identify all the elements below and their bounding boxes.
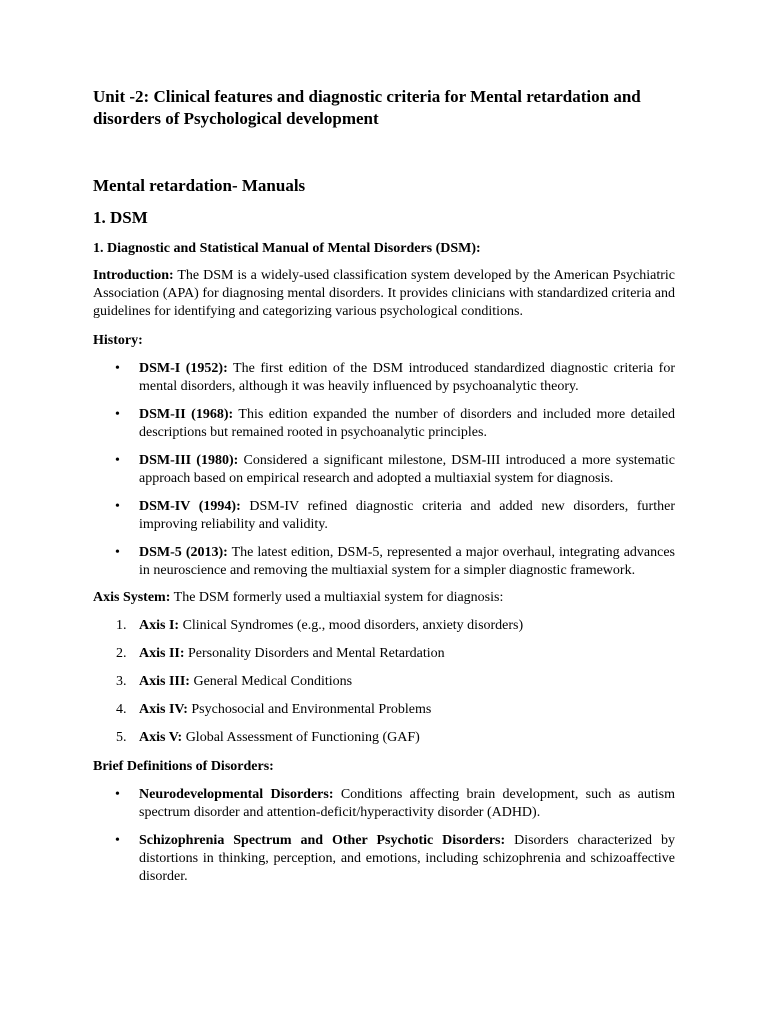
list-item	[93, 617, 675, 635]
history-list	[93, 360, 675, 580]
definition-item-text: Conditions affecting brain development, such as autism spectrum disorder and attention-deficit/hyperactivity disorder (ADHD).	[139, 787, 675, 820]
list-item	[93, 544, 675, 580]
axis-item-text: Global Assessment of Functioning (GAF)	[182, 730, 420, 745]
axis-item-text: Psychosocial and Environmental Problems	[187, 702, 432, 717]
introduction-paragraph	[93, 267, 675, 321]
bullet-icon: •	[115, 453, 120, 468]
history-item-label: DSM-I (1952):	[139, 361, 228, 376]
bullet-icon: •	[115, 787, 120, 802]
dsm-heading: 1. Diagnostic and Statistical Manual of Mental Disorders (DSM):	[93, 241, 481, 256]
history-item-text: DSM-IV refined diagnostic criteria and added new disorders, further improving reliability and validity.	[139, 499, 675, 532]
list-item	[93, 673, 675, 691]
section-title: Mental retardation- Manuals	[93, 176, 306, 195]
definition-item-text: Disorders characterized by distortions in thinking, perception, and emotions, including schizophrenia and schizoaffective disorder.	[139, 833, 675, 884]
history-item-text: The first edition of the DSM introduced standardized diagnostic criteria for mental disorders, although it was heavily influenced by psychoanalytic theory.	[139, 361, 675, 394]
history-item-label: DSM-III (1980):	[139, 453, 239, 468]
unit-title: Unit -2: Clinical features and diagnostic criteria for Mental retardation and disorders of Psychological development	[93, 87, 641, 128]
list-item	[93, 360, 675, 396]
definition-item-label: Schizophrenia Spectrum and Other Psychotic Disorders:	[139, 833, 506, 848]
list-number: 1.	[116, 618, 127, 633]
axis-list	[93, 617, 675, 747]
list-item	[93, 701, 675, 719]
list-item	[93, 452, 675, 488]
history-item-label: DSM-5 (2013):	[139, 545, 228, 560]
history-item-text: The latest edition, DSM-5, represented a major overhaul, integrating advances in neuroscience and removing the multiaxial system for a simpler diagnostic framework.	[139, 545, 676, 578]
axis-system-paragraph	[93, 589, 675, 607]
axis-item-label: Axis II:	[139, 646, 185, 661]
axis-item-label: Axis III:	[139, 674, 190, 689]
axis-item-text: Clinical Syndromes (e.g., mood disorders, anxiety disorders)	[179, 618, 524, 633]
list-number: 5.	[116, 730, 127, 745]
axis-system-text: The DSM formerly used a multiaxial system for diagnosis:	[170, 590, 504, 605]
history-heading: History:	[93, 333, 143, 348]
definitions-heading: Brief Definitions of Disorders:	[93, 759, 274, 774]
list-item	[93, 406, 675, 442]
axis-item-label: Axis I:	[139, 618, 180, 633]
axis-item-label: Axis V:	[139, 730, 183, 745]
list-number: 3.	[116, 674, 127, 689]
list-number: 4.	[116, 702, 127, 717]
bullet-icon: •	[115, 407, 120, 422]
list-item	[93, 786, 675, 822]
bullet-icon: •	[115, 499, 120, 514]
history-item-label: DSM-IV (1994):	[139, 499, 241, 514]
list-item	[93, 498, 675, 534]
bullet-icon: •	[115, 545, 120, 560]
definitions-list	[93, 786, 675, 886]
axis-item-text: Personality Disorders and Mental Retardation	[184, 646, 445, 661]
introduction-text: The DSM is a widely-used classification system developed by the American Psychiatric Association (APA) for diagnosing mental disorders. It provides clinicians with standardized criteria and guidelines for identifying and categorizing various psychological conditions.	[93, 268, 675, 319]
history-item-label: DSM-II (1968):	[139, 407, 234, 422]
axis-item-text: General Medical Conditions	[189, 674, 353, 689]
list-item	[93, 729, 675, 747]
history-item-text: This edition expanded the number of disorders and included more detailed descriptions but remained rooted in psychoanalytic principles.	[139, 407, 676, 440]
list-item	[93, 645, 675, 663]
list-item	[93, 832, 675, 886]
axis-item-label: Axis IV:	[139, 702, 188, 717]
subsection-title: 1. DSM	[93, 208, 148, 227]
axis-system-label: Axis System:	[93, 590, 171, 605]
introduction-label: Introduction:	[93, 268, 174, 283]
list-number: 2.	[116, 646, 127, 661]
history-item-text: Considered a significant milestone, DSM-III introduced a more systematic approach based on empirical research and adopted a multiaxial system for diagnosis.	[139, 453, 676, 486]
bullet-icon: •	[115, 833, 120, 848]
bullet-icon: •	[115, 361, 120, 376]
definition-item-label: Neurodevelopmental Disorders:	[139, 787, 334, 802]
